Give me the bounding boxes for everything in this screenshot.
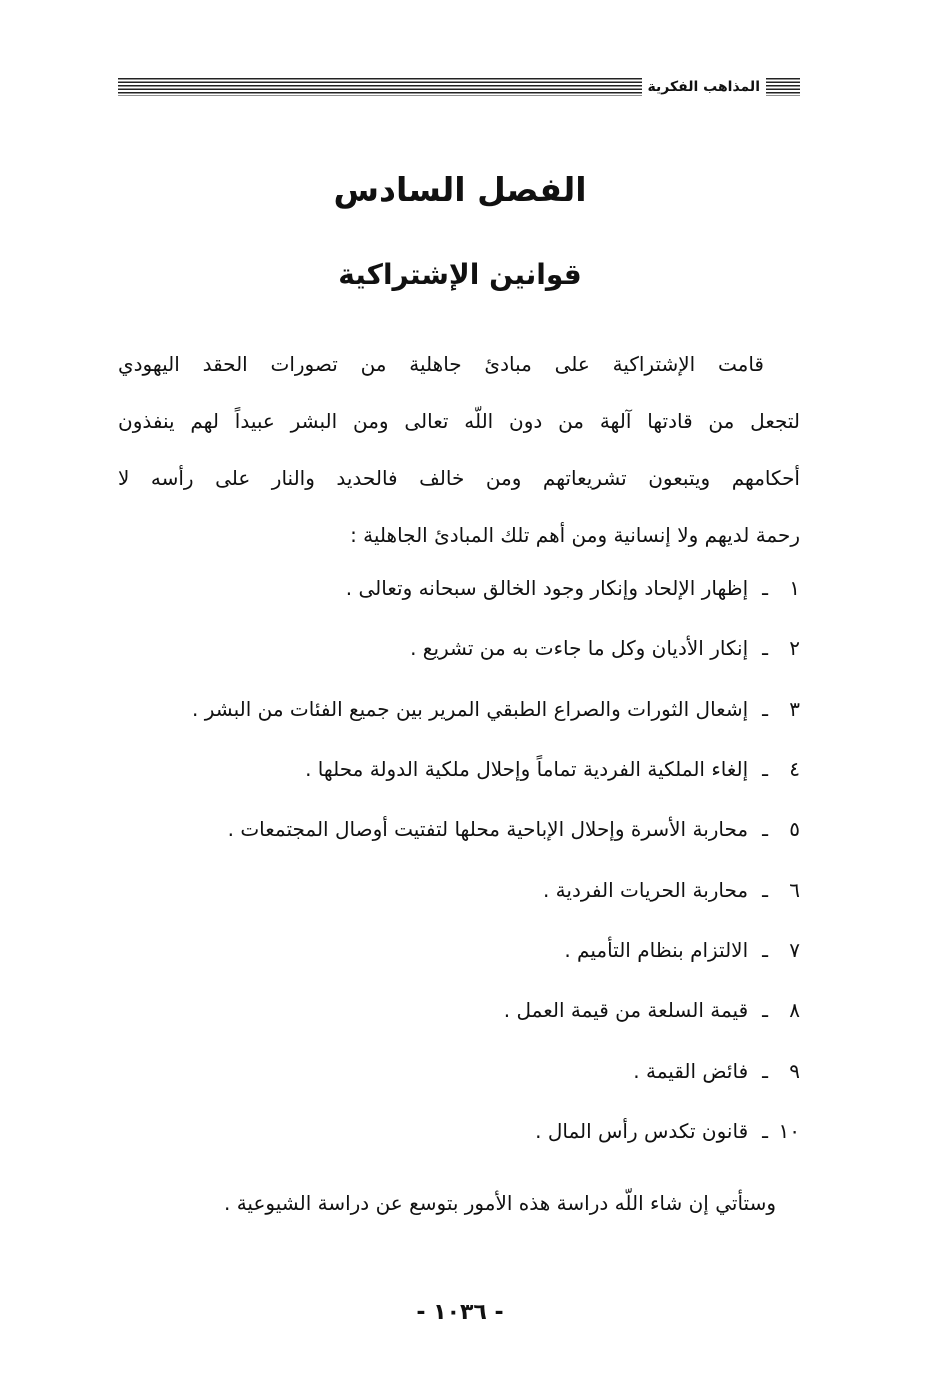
intro-line: رحمة لديهم ولا إنسانية ومن أهم تلك المبادئ الجاهلية :: [350, 523, 800, 547]
header-rule: [118, 78, 642, 96]
list-item-number: ٣: [789, 696, 800, 721]
list-item-dash: ـ: [762, 998, 768, 1023]
list-item-text: إظهار الإلحاد وإنكار وجود الخالق سبحانه وتعالى .: [345, 576, 749, 601]
list-item-text: إشعال الثورات والصراع الطبقي المرير بين جميع الفئات من البشر .: [191, 696, 749, 721]
running-header-title: المذاهب الفكرية: [647, 79, 760, 95]
list-item-dash: ـ: [762, 1058, 768, 1083]
list-item-text: محاربة الحريات الفردية .: [542, 877, 749, 902]
list-item-dash: ـ: [762, 937, 768, 962]
list-item-text: محاربة الأسرة وإحلال الإباحية محلها لتفتيت أوصال المجتمعات .: [227, 817, 749, 842]
intro-line: لتجعل من قادتها آلهة من دون اللّه تعالى ومن البشر عبيداً لهم ينفذون: [118, 409, 800, 433]
list-item-number: ٩: [789, 1058, 800, 1083]
list-item-text: قانون تكدس رأس المال .: [535, 1118, 749, 1143]
list-item-dash: ـ: [762, 817, 768, 842]
list-item-dash: ـ: [762, 877, 768, 902]
list-item-text: إلغاء الملكية الفردية تماماً وإحلال ملكية الدولة محلها .: [305, 757, 749, 782]
list-item-number: ٢: [789, 636, 800, 661]
laws-list: [118, 558, 800, 1161]
section-title: قوانين الإشتراكية: [338, 258, 582, 291]
list-item: [118, 618, 800, 678]
running-header-label-group: [642, 78, 800, 96]
list-item: [118, 980, 800, 1040]
intro-paragraph: [118, 336, 800, 564]
list-item-text: قيمة السلعة من قيمة العمل .: [503, 998, 749, 1023]
list-item: [118, 799, 800, 859]
list-item-dash: ـ: [762, 1118, 768, 1143]
list-item-dash: ـ: [762, 576, 768, 601]
list-item-number: ٤: [789, 757, 800, 782]
list-item: [118, 859, 800, 919]
list-item-text: إنكار الأديان وكل ما جاءت به من تشريع .: [410, 636, 749, 661]
list-item-number: ٦: [789, 877, 800, 902]
chapter-title: الفصل السادس: [333, 170, 587, 209]
list-item-number: ١٠: [778, 1118, 800, 1143]
list-item-number: ٥: [789, 817, 800, 842]
list-item: [118, 1040, 800, 1100]
header-lines-icon: [766, 78, 800, 96]
list-item-number: ٧: [789, 937, 800, 962]
list-item-dash: ـ: [762, 696, 768, 721]
list-item-number: ١: [789, 576, 800, 601]
page-number: - ١٠٣٦ -: [416, 1300, 504, 1325]
list-item: [118, 739, 800, 799]
list-item: [118, 1101, 800, 1161]
list-item: [118, 679, 800, 739]
running-header: [118, 74, 800, 100]
intro-line: أحكامهم ويتبعون تشريعاتهم ومن خالف فالحديد والنار على رأسه لا: [118, 466, 800, 490]
intro-line: قامت الإشتراكية على مبادئ جاهلية من تصورات الحقد اليهودي: [118, 352, 764, 376]
list-item-number: ٨: [789, 998, 800, 1023]
list-item-dash: ـ: [762, 636, 768, 661]
list-item-text: الالتزام بنظام التأميم .: [564, 937, 749, 962]
list-item: [118, 558, 800, 618]
list-item-text: فائض القيمة .: [633, 1058, 749, 1083]
closing-paragraph: وستأتي إن شاء اللّه دراسة هذه الأمور بتوسع عن دراسة الشيوعية .: [223, 1191, 776, 1215]
list-item: [118, 920, 800, 980]
list-item-dash: ـ: [762, 757, 768, 782]
